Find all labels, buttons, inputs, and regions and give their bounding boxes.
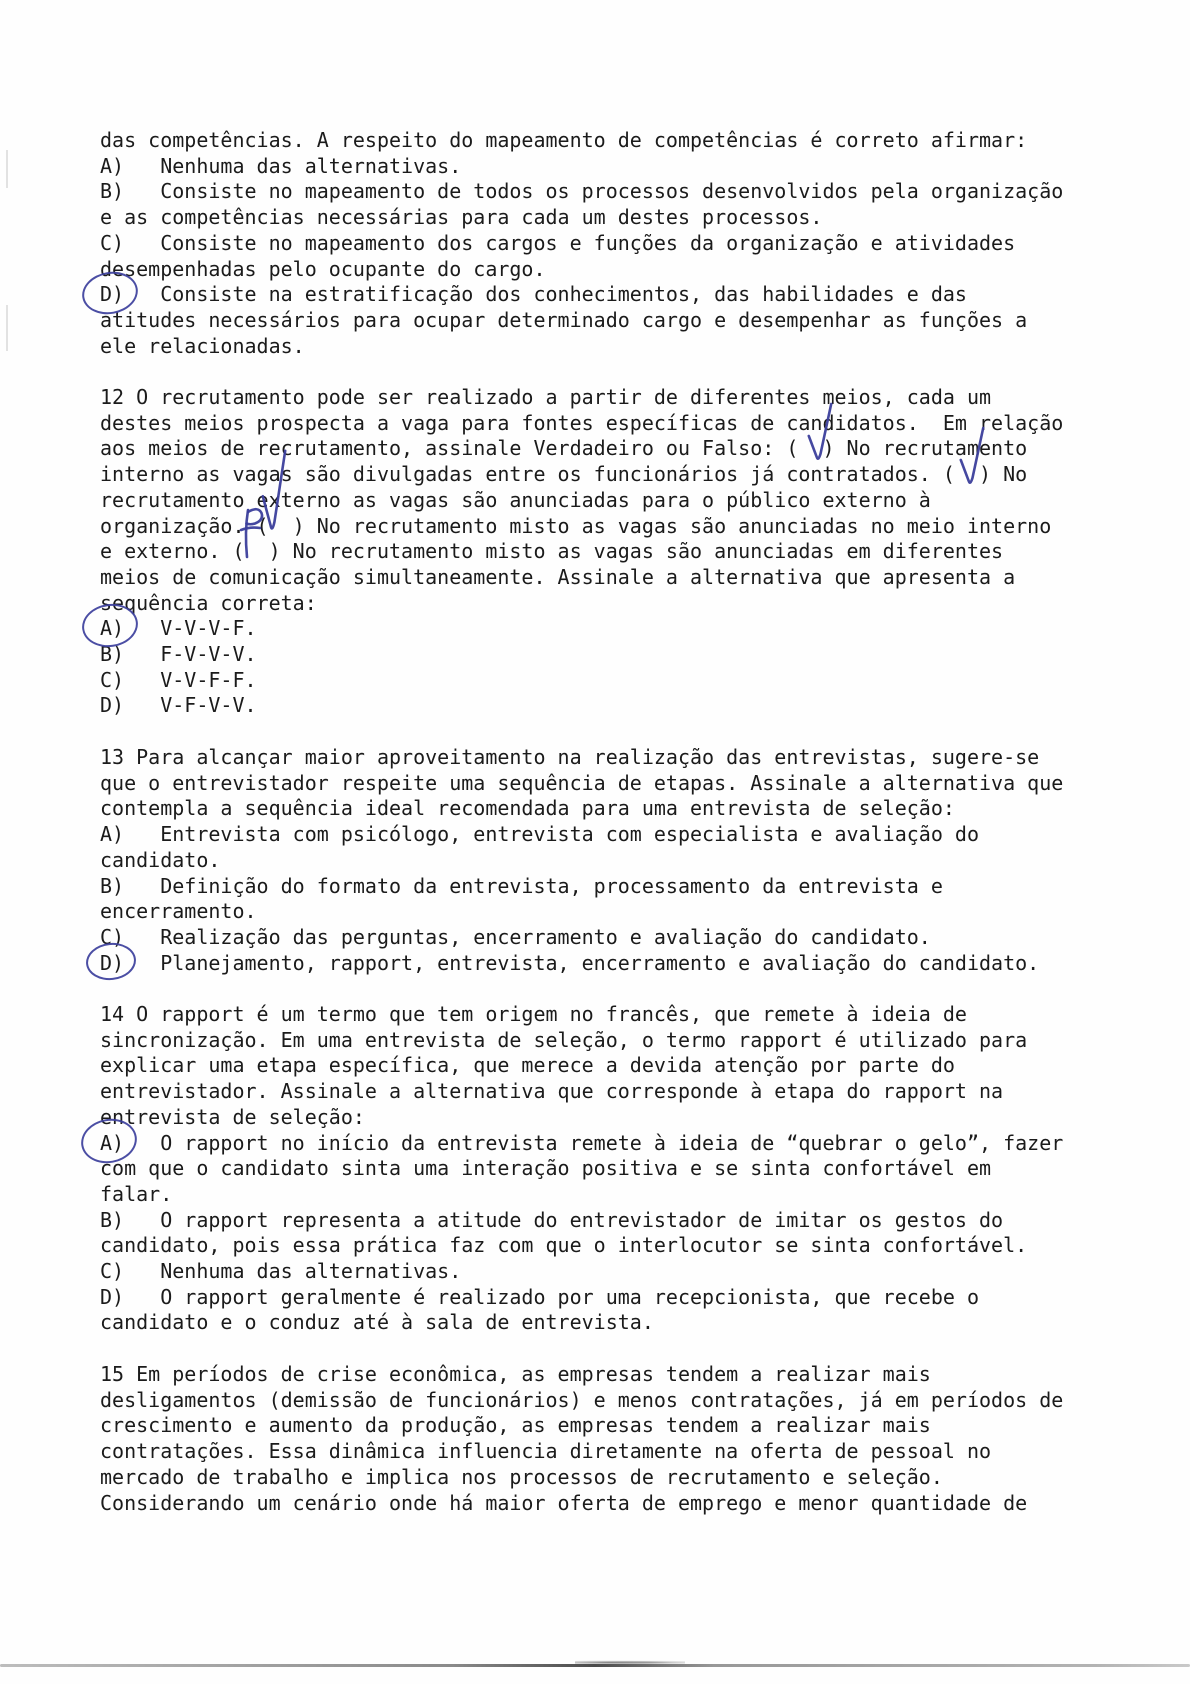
text-line: desempenhadas pelo ocupante do cargo. (100, 256, 546, 281)
text-line: D) O rapport geralmente é realizado por uma recepcionista, que recebe o (100, 1284, 979, 1309)
text-line: B) Definição do formato da entrevista, processamento da entrevista e (100, 873, 943, 898)
text-line: encerramento. (100, 899, 257, 924)
text-line: candidato, pois essa prática faz com que o interlocutor se sinta confortável. (100, 1233, 1028, 1258)
text-line: entrevista de seleção: (100, 1104, 365, 1129)
text-line: aos meios de recrutamento, assinale Verdadeiro ou Falso: ( ) No recrutamento (100, 436, 1028, 461)
text-line: meios de comunicação simultaneamente. Assinale a alternativa que apresenta a (100, 564, 1016, 589)
text-line: contratações. Essa dinâmica influencia diretamente na oferta de pessoal no (100, 1439, 992, 1464)
text-line: recrutamento externo as vagas são anunciadas para o público externo à (100, 487, 931, 512)
scan-left-edge-artifact (6, 305, 8, 351)
question-15 (100, 1362, 1063, 1516)
text-line: destes meios prospecta a vaga para fontes específicas de candidatos. Em relação (100, 410, 1064, 435)
text-line: A) Nenhuma das alternativas. (100, 153, 462, 178)
question-12 (100, 385, 1063, 719)
text-line: e externo. ( ) No recrutamento misto as vagas são anunciadas em diferentes (100, 539, 1004, 564)
scan-left-edge-artifact (6, 150, 8, 188)
text-line: 12 O recrutamento pode ser realizado a partir de diferentes meios, cada um (100, 385, 992, 409)
text-line: C) Realização das perguntas, encerramento e avaliação do candidato. (100, 924, 931, 949)
text-line: que o entrevistador respeite uma sequência de etapas. Assinale a alternativa que (100, 770, 1064, 795)
text-line: candidato e o conduz até à sala de entrevista. (100, 1310, 654, 1335)
text-line: ele relacionadas. (100, 333, 305, 358)
text-line: 13 Para alcançar maior aproveitamento na realização das entrevistas, sugere-se (100, 745, 1040, 769)
scan-bottom-edge-line (0, 1664, 1190, 1667)
text-line: e as competências necessárias para cada um destes processos. (100, 205, 823, 230)
text-line: D) Consiste na estratificação dos conhecimentos, das habilidades e das (100, 282, 967, 307)
text-line: A) Entrevista com psicólogo, entrevista com especialista e avaliação do (100, 822, 979, 847)
text-line: falar. (100, 1181, 173, 1206)
text-line: desligamentos (demissão de funcionários) e menos contratações, já em períodos de (100, 1387, 1064, 1412)
text-line: contempla a sequência ideal recomendada para uma entrevista de seleção: (100, 796, 955, 821)
text-line: atitudes necessários para ocupar determinado cargo e desempenhar as funções a (100, 307, 1028, 332)
text-line: A) V-V-V-F. (100, 616, 257, 641)
text-line: A) O rapport no início da entrevista remete à ideia de “quebrar o gelo”, fazer (100, 1130, 1064, 1155)
text-line: entrevistador. Assinale a alternativa que corresponde à etapa do rapport na (100, 1079, 1004, 1104)
text-line: C) Consiste no mapeamento dos cargos e funções da organização e atividades (100, 230, 1016, 255)
text-line: organização. ( ) No recrutamento misto as vagas são anunciadas no meio interno (100, 513, 1052, 538)
text-line: 15 Em períodos de crise econômica, as empresas tendem a realizar mais (100, 1362, 931, 1386)
text-line: das competências. A respeito do mapeamento de competências é correto afirmar: (100, 128, 1028, 152)
text-line: explicar uma etapa específica, que merece a devida atenção por parte do (100, 1053, 955, 1078)
text-line: C) Nenhuma das alternativas. (100, 1259, 462, 1284)
text-line: B) F-V-V-V. (100, 642, 257, 667)
question-14 (100, 1002, 1063, 1336)
text-line: sincronização. Em uma entrevista de seleção, o termo rapport é utilizado para (100, 1027, 1028, 1052)
text-line: D) V-F-V-V. (100, 693, 257, 718)
text-line: sequência correta: (100, 590, 317, 615)
text-line: Considerando um cenário onde há maior oferta de emprego e menor quantidade de (100, 1490, 1028, 1515)
text-line: interno as vagas são divulgadas entre os funcionários já contratados. ( ) No (100, 462, 1028, 487)
question-13 (100, 745, 1063, 976)
text-line: com que o candidato sinta uma interação positiva e se sinta confortável em (100, 1156, 992, 1181)
text-line: C) V-V-F-F. (100, 667, 257, 692)
text-line: candidato. (100, 847, 221, 872)
text-line: mercado de trabalho e implica nos processos de recrutamento e seleção. (100, 1464, 943, 1489)
text-line: crescimento e aumento da produção, as empresas tendem a realizar mais (100, 1413, 931, 1438)
question-11-continuation (100, 128, 1063, 359)
text-line: B) O rapport representa a atitude do entrevistador de imitar os gestos do (100, 1207, 1004, 1232)
text-line: 14 O rapport é um termo que tem origem no francês, que remete à ideia de (100, 1002, 967, 1026)
text-line: D) Planejamento, rapport, entrevista, encerramento e avaliação do candidato. (100, 950, 1040, 975)
text-line: B) Consiste no mapeamento de todos os processos desenvolvidos pela organização (100, 179, 1064, 204)
